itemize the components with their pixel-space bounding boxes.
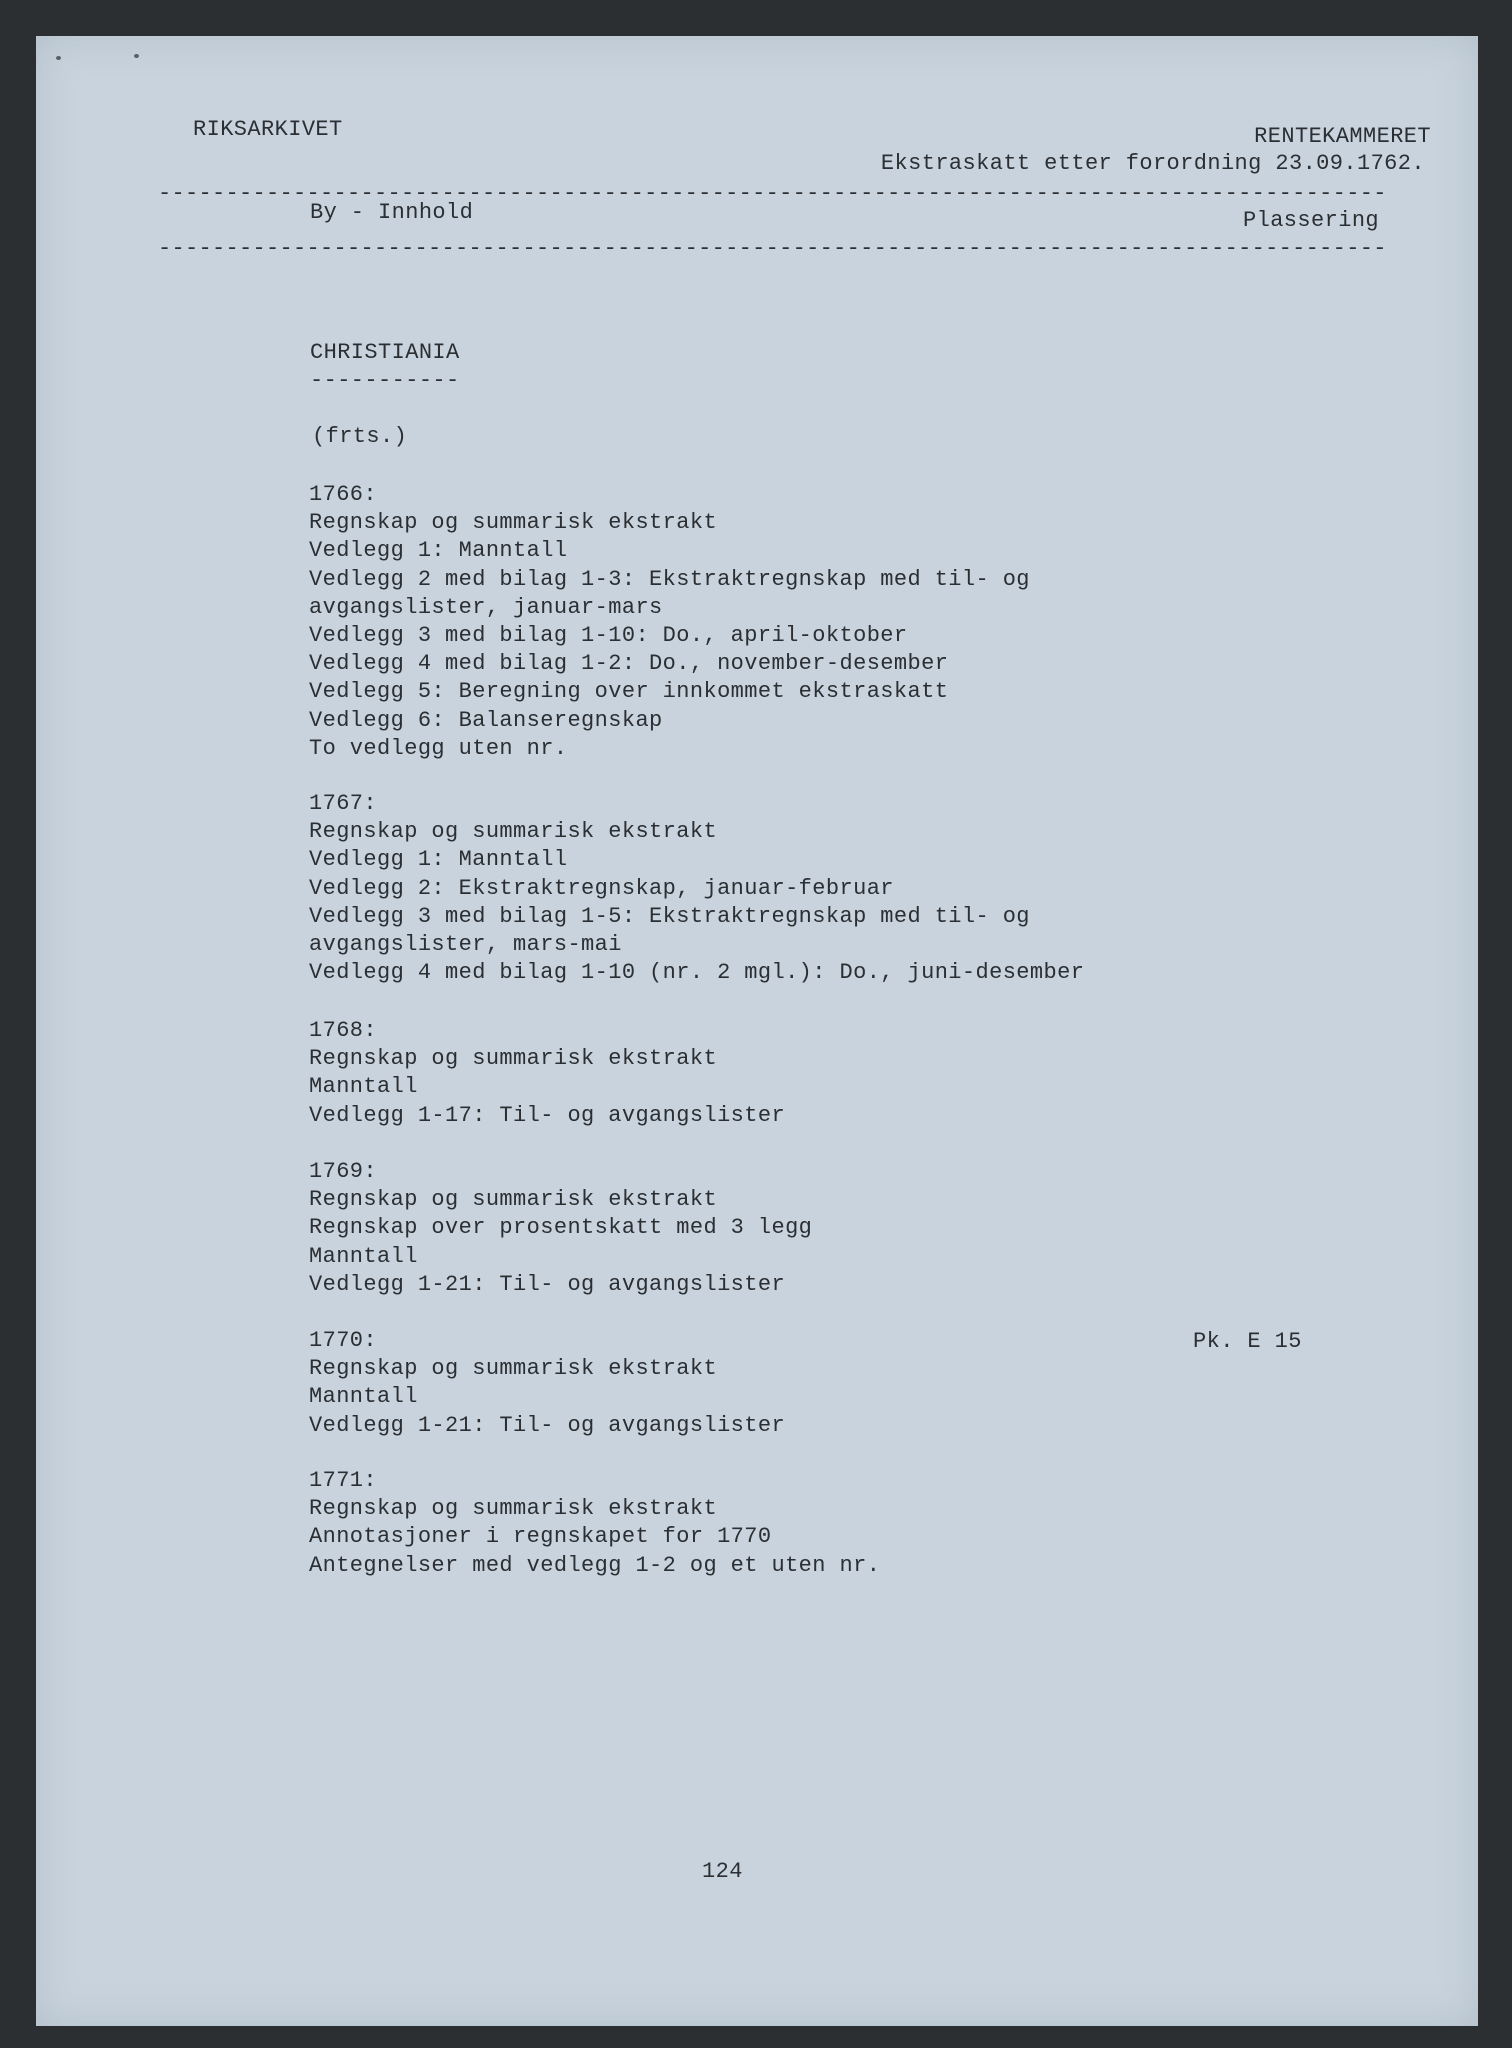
- entry-line: Vedlegg 4 med bilag 1-10 (nr. 2 mgl.): Do., juni-desember: [309, 960, 1085, 986]
- scan-speck: [134, 54, 139, 58]
- entry-line: Vedlegg 2 med bilag 1-3: Ekstraktregnskap med til- og: [309, 566, 1030, 592]
- entry-line: Antegnelser med vedlegg 1-2 og et uten nr.: [309, 1552, 881, 1578]
- year-heading: 1767:: [309, 791, 378, 816]
- entry-line: Manntall: [309, 1074, 418, 1100]
- year-entry: [309, 481, 1030, 763]
- entry-line: avgangslister, januar-mars: [309, 594, 663, 620]
- year-heading: 1770:: [309, 1328, 378, 1353]
- placement-label: Pk. E 15: [1193, 1329, 1302, 1354]
- entry-line: Vedlegg 1-17: Til- og avgangslister: [309, 1102, 786, 1128]
- entry-line: Regnskap og summarisk ekstrakt: [309, 1046, 718, 1072]
- year-entry: [309, 1158, 812, 1299]
- column-heading-content: By - Innhold: [310, 200, 474, 225]
- entry-line: Regnskap over prosentskatt med 3 legg: [309, 1215, 813, 1241]
- entry-line: Vedlegg 1: Manntall: [309, 847, 568, 873]
- department-name: RENTEKAMMERET: [1254, 124, 1431, 149]
- entry-line: Annotasjoner i regnskapet for 1770: [309, 1524, 772, 1550]
- entry-line: avgangslister, mars-mai: [309, 931, 622, 957]
- section-title-underline: -----------: [310, 368, 460, 393]
- header-rule-bottom: -------------------------------------------------------------------------------------------: [158, 238, 1387, 260]
- entry-line: Vedlegg 1: Manntall: [309, 538, 568, 564]
- page-number: 124: [702, 1859, 743, 1884]
- entry-line: Vedlegg 3 med bilag 1-10: Do., april-oktober: [309, 622, 908, 648]
- year-heading: 1768:: [309, 1018, 378, 1043]
- scan-speck: [56, 56, 61, 60]
- column-heading-placement: Plassering: [1243, 208, 1380, 233]
- continued-marker: (frts.): [312, 424, 408, 449]
- entry-line: Vedlegg 5: Beregning over innkommet ekstraskatt: [309, 679, 949, 705]
- entry-line: Vedlegg 4 med bilag 1-2: Do., november-desember: [309, 651, 949, 677]
- entry-line: Regnskap og summarisk ekstrakt: [309, 819, 718, 845]
- entry-line: Manntall: [309, 1243, 418, 1269]
- year-heading: 1769:: [309, 1159, 378, 1184]
- entry-line: Vedlegg 2: Ekstraktregnskap, januar-februar: [309, 875, 894, 901]
- entry-line: Regnskap og summarisk ekstrakt: [309, 1496, 718, 1522]
- entry-line: Vedlegg 3 med bilag 1-5: Ekstraktregnskap med til- og: [309, 903, 1030, 929]
- entry-line: Regnskap og summarisk ekstrakt: [309, 1187, 718, 1213]
- entry-line: Vedlegg 6: Balanseregnskap: [309, 707, 663, 733]
- entry-line: Regnskap og summarisk ekstrakt: [309, 1356, 718, 1382]
- archive-name: RIKSARKIVET: [193, 117, 343, 142]
- entry-line: Manntall: [309, 1384, 418, 1410]
- year-entry: [309, 1467, 880, 1580]
- entry-line: Vedlegg 1-21: Til- og avgangslister: [309, 1271, 786, 1297]
- entry-line: Regnskap og summarisk ekstrakt: [309, 510, 718, 536]
- section-title: CHRISTIANIA: [310, 340, 460, 365]
- year-heading: 1771:: [309, 1468, 378, 1493]
- year-entry: [309, 1017, 785, 1130]
- year-entry: [309, 1327, 785, 1440]
- collection-title: Ekstraskatt etter forordning 23.09.1762.: [880, 151, 1425, 176]
- year-entry: [309, 790, 1084, 987]
- year-heading: 1766:: [309, 482, 378, 507]
- entry-line: Vedlegg 1-21: Til- og avgangslister: [309, 1412, 786, 1438]
- entry-line: To vedlegg uten nr.: [309, 735, 568, 761]
- header-rule-top: -------------------------------------------------------------------------------------------: [158, 183, 1387, 205]
